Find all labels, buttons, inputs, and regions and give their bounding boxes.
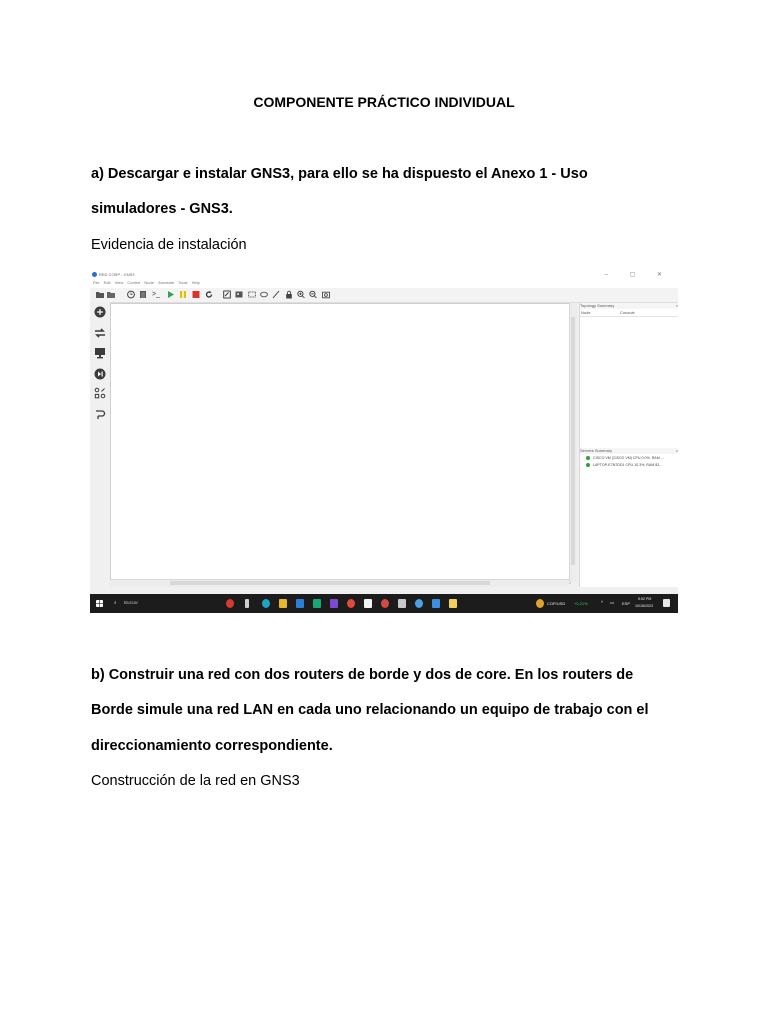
topology-summary-title: Topology Summary: [580, 303, 615, 308]
notepad-icon[interactable]: [364, 599, 372, 608]
visual-studio-icon[interactable]: [330, 599, 338, 608]
edge-icon[interactable]: [262, 599, 270, 608]
menu-bar: [90, 280, 678, 288]
add-note-icon[interactable]: [223, 290, 231, 299]
insert-image-icon[interactable]: [235, 290, 243, 299]
server-status-icon: [586, 456, 590, 460]
switches-icon[interactable]: [94, 327, 106, 339]
stop-all-icon[interactable]: [192, 290, 200, 299]
add-link-icon[interactable]: [94, 408, 106, 420]
column-console[interactable]: Console: [620, 310, 635, 315]
all-devices-icon[interactable]: [94, 387, 106, 399]
horizontal-scroll-thumb[interactable]: [170, 581, 490, 585]
menu-node[interactable]: Node: [144, 280, 154, 285]
document-title: COMPONENTE PRÁCTICO INDIVIDUAL: [253, 94, 515, 110]
window-controls[interactable]: – ▢ ✕: [604, 272, 672, 278]
main-toolbar: [90, 288, 678, 303]
ticker-change: +0,21%: [574, 601, 588, 606]
server-row[interactable]: [586, 456, 664, 460]
menu-view[interactable]: View: [114, 280, 124, 285]
draw-rectangle-icon[interactable]: [248, 290, 256, 299]
ticker-name: COP/USD: [547, 601, 566, 606]
routers-icon[interactable]: [94, 306, 106, 318]
file-explorer-icon[interactable]: [279, 599, 287, 608]
server-row-label: LAPTOP-E7N7DD1 CPU 10.3%, RAM 83...: [593, 463, 663, 467]
item-a-line-1: a) Descargar e instalar GNS3, para ello se ha dispuesto el Anexo 1 - Uso: [91, 166, 588, 182]
console-icon[interactable]: >_: [152, 291, 160, 298]
server-row-label: CISCO VM (CISCO VM) CPU 0.0%, RAM ...: [593, 456, 664, 460]
reload-icon[interactable]: [205, 290, 213, 299]
start-all-icon[interactable]: [167, 290, 175, 299]
notifications-icon[interactable]: [663, 599, 670, 607]
caption-installation-evidence: Evidencia de instalación: [91, 237, 247, 253]
tray-chevron-icon[interactable]: ^: [601, 600, 604, 605]
app-blue-icon[interactable]: [432, 599, 440, 608]
menu-annotate[interactable]: Annotate: [158, 280, 175, 285]
servers-summary-header: [580, 448, 678, 454]
app-gray-icon[interactable]: [398, 599, 406, 608]
app-blue-icon[interactable]: [415, 599, 423, 608]
server-row[interactable]: [586, 463, 662, 467]
gns3-logo-icon: [92, 272, 97, 277]
column-node[interactable]: Node: [581, 310, 591, 315]
servers-summary-close-icon[interactable]: ×: [675, 448, 678, 453]
item-b-line-2: Borde simule una red LAN en cada uno relacionando un equipo de trabajo con el: [91, 702, 649, 718]
device-dock: [90, 302, 110, 587]
window-title: RED CORP - GNS3: [99, 272, 135, 277]
ticker-icon: [536, 599, 544, 608]
lock-icon[interactable]: [285, 290, 293, 299]
end-devices-icon[interactable]: [94, 347, 106, 359]
window-titlebar: [90, 270, 678, 280]
clock-date[interactable]: 10/18/2023: [635, 604, 653, 608]
right-panel: [579, 303, 678, 587]
taskbar-search-input[interactable]: Buscar: [124, 600, 139, 605]
vertical-scroll-thumb[interactable]: [571, 317, 575, 565]
topology-columns: [580, 310, 678, 317]
zoom-in-icon[interactable]: [297, 290, 305, 299]
app-red-icon[interactable]: [381, 599, 389, 608]
clock-time[interactable]: 5:52 PM: [638, 597, 652, 601]
item-a-line-2: simuladores - GNS3.: [91, 201, 233, 217]
file-icon[interactable]: [245, 599, 249, 608]
gns3-screenshot: [90, 270, 678, 613]
menu-file[interactable]: File: [93, 280, 100, 285]
menu-help[interactable]: Help: [191, 280, 200, 285]
network-icon[interactable]: ▭: [610, 600, 615, 605]
topology-summary-header: [580, 303, 678, 309]
snapshot-clock-icon[interactable]: [127, 290, 135, 299]
open-folder-icon[interactable]: [96, 290, 104, 299]
menu-tools[interactable]: Tools: [178, 280, 188, 285]
screenshot-camera-icon[interactable]: [322, 290, 330, 299]
device-list-icon[interactable]: [139, 290, 147, 299]
windows-start-icon[interactable]: [96, 600, 103, 607]
brave-icon[interactable]: [347, 599, 355, 608]
taskbar-search-icon[interactable]: ⌕: [114, 600, 117, 605]
draw-line-icon[interactable]: [272, 290, 280, 299]
item-b-line-3: direccionamiento correspondiente.: [91, 738, 333, 754]
server-status-icon: [586, 463, 590, 467]
caption-network-construction: Construcción de la red en GNS3: [91, 773, 300, 789]
menu-edit[interactable]: Edit: [103, 280, 111, 285]
menu-control[interactable]: Control: [127, 280, 141, 285]
gns3-taskbar-icon[interactable]: [449, 599, 457, 608]
topology-summary-close-icon[interactable]: ×: [675, 303, 678, 308]
topology-canvas[interactable]: [110, 303, 571, 584]
app-icon[interactable]: [313, 599, 321, 608]
security-devices-icon[interactable]: [94, 368, 106, 380]
canvas-horizontal-scrollbar[interactable]: [110, 579, 569, 587]
item-b-line-1: b) Construir una red con dos routers de borde y dos de core. En los routers de: [91, 667, 634, 683]
windows-taskbar: [90, 594, 678, 613]
vscode-icon[interactable]: [296, 599, 304, 608]
canvas-vertical-scrollbar[interactable]: [569, 303, 577, 582]
language-indicator[interactable]: ESP: [622, 601, 631, 606]
draw-ellipse-icon[interactable]: [260, 290, 268, 299]
suspend-all-icon[interactable]: [179, 290, 187, 299]
save-folder-icon[interactable]: [107, 290, 115, 299]
opera-icon[interactable]: [226, 599, 234, 608]
zoom-out-icon[interactable]: [309, 290, 317, 299]
servers-summary-title: Servers Summary: [580, 448, 613, 453]
